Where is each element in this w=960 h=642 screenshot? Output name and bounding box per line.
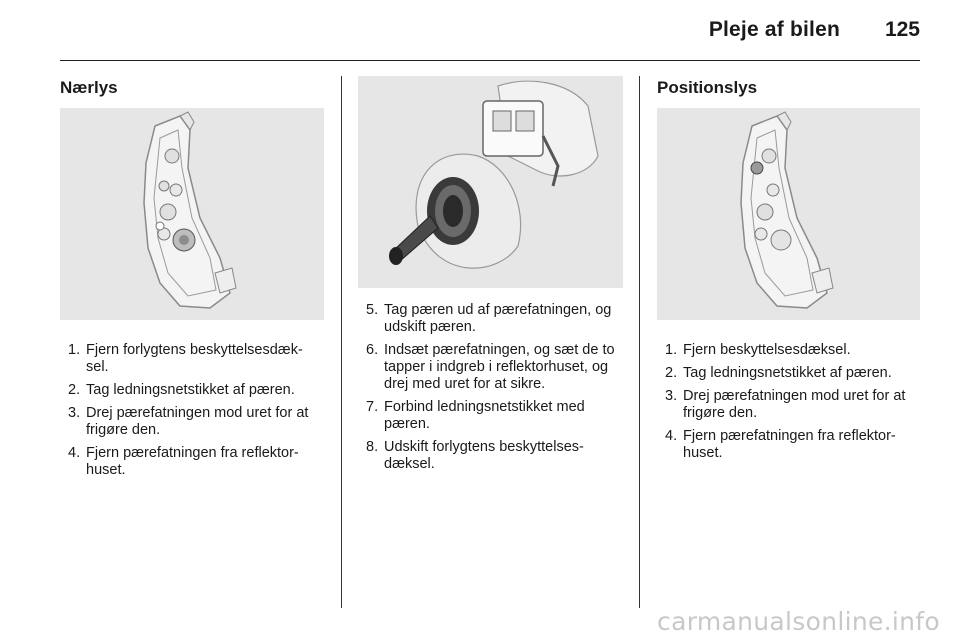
bulb-removal-illustration [358,76,623,288]
list-item: 7. Forbind ledningsnetstikket med pæren. [366,399,585,432]
list-item: 4. Fjern pærefatningen fra reflektor-huset. [665,428,896,461]
section-heading: Nærlys [60,78,118,97]
list-item: 6. Indsæt pærefatningen, og sæt de to tapper i indgreb i reflektorhuset, og drej med uret for at sikre. [366,342,615,392]
list-item: 5. Tag pæren ud af pærefatningen, og udskift pæren. [366,302,612,335]
list-item: 3. Drej pærefatningen mod uret for at frigøre den. [665,388,906,421]
bulb-and-socket-drawing [358,76,623,288]
headlamp-rear-illustration [60,108,324,320]
instruction-list [358,302,623,473]
column-bulb-replacement [358,76,623,479]
page-number: 125 [884,18,920,41]
column-divider [639,76,640,608]
list-item: 1. Fjern forlygtens beskyttelsesdæk-sel. [68,342,303,375]
list-item: 1. Fjern beskyttelsesdæksel. [665,342,851,358]
list-item: 2. Tag ledningsnetstikket af pæren. [68,382,295,398]
headlamp-housing-drawing [657,108,920,320]
chapter-title: Pleje af bilen [708,18,840,41]
section-heading: Positionslys [657,78,758,97]
instruction-list [60,342,324,479]
list-item: 2. Tag ledningsnetstikket af pæren. [665,365,892,381]
watermark: carmanualsonline.info [657,607,940,636]
headlamp-housing-drawing [60,108,324,320]
page-header [60,0,920,61]
list-item: 8. Udskift forlygtens beskyttelses-dæksel. [366,439,584,472]
instruction-list [657,342,920,462]
column-low-beam [60,76,324,485]
list-item: 4. Fjern pærefatningen fra reflektor-huset. [68,445,299,478]
column-divider [341,76,342,608]
headlamp-rear-illustration [657,108,920,320]
column-position-lamp [657,76,920,468]
list-item: 3. Drej pærefatningen mod uret for at frigøre den. [68,405,309,438]
